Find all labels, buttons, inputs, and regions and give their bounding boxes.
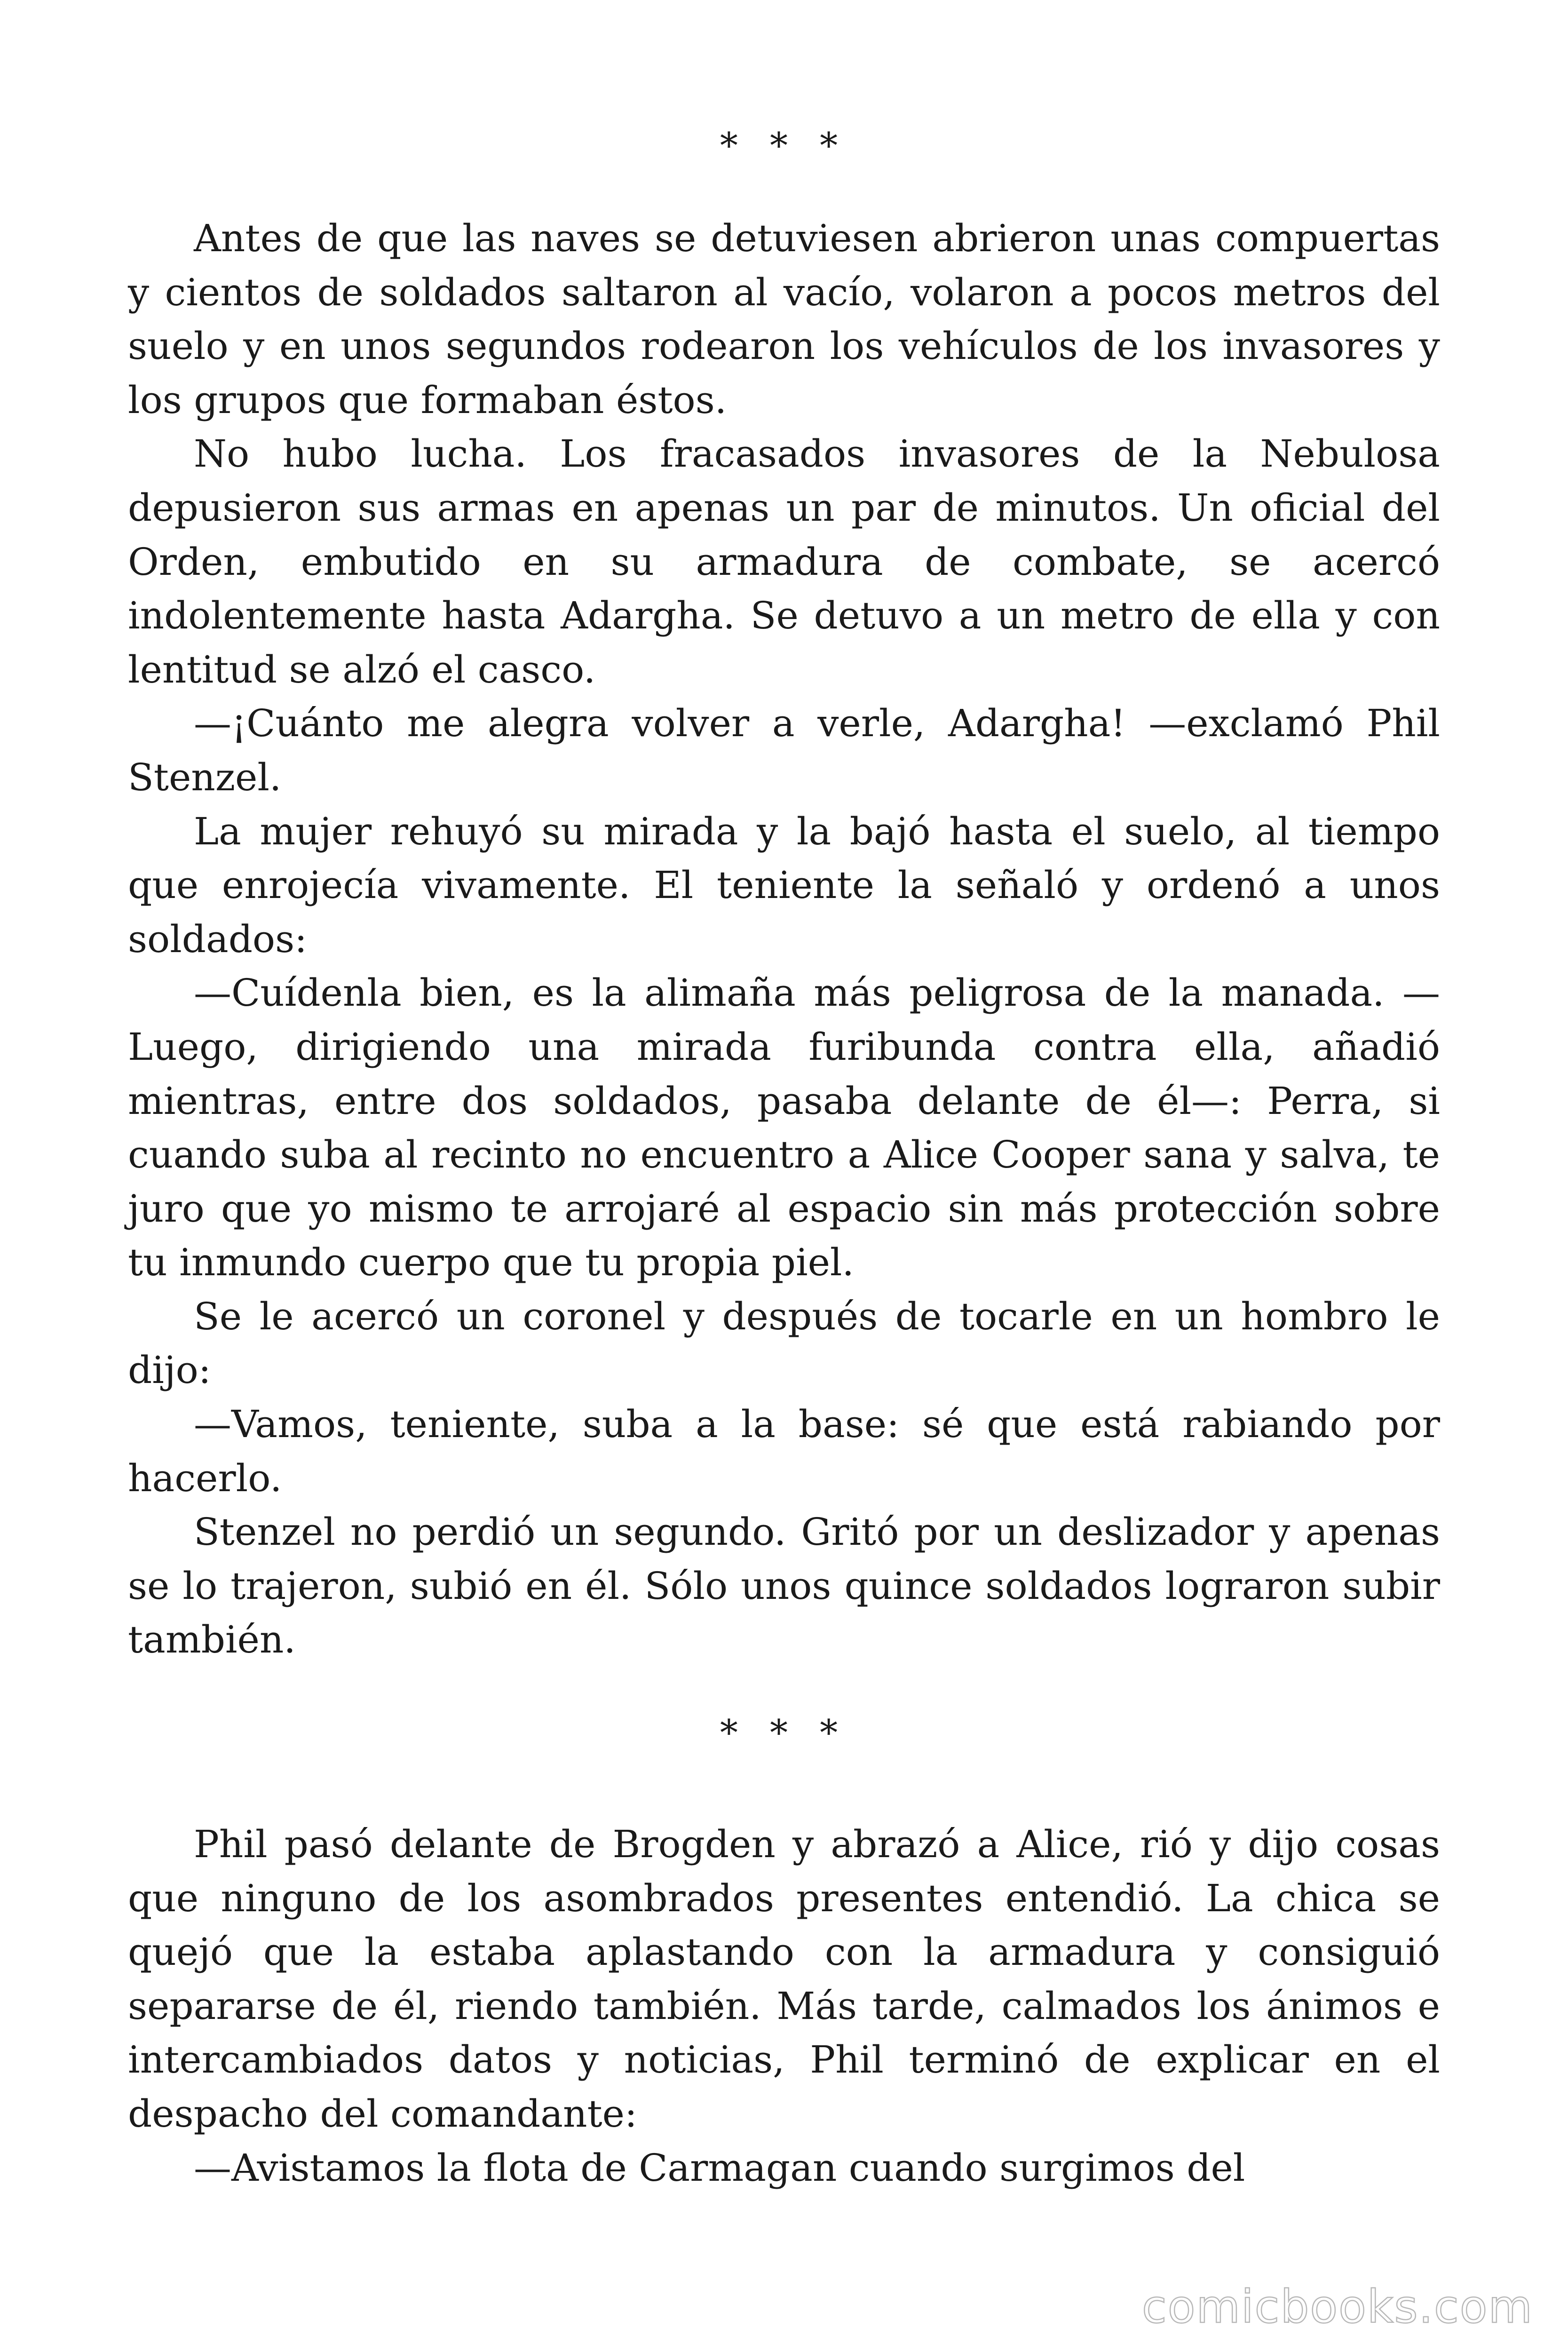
watermark: comicbooks.com — [1141, 2280, 1533, 2333]
paragraph: No hubo lucha. Los fracasados invasores de la Nebulosa depusieron sus armas en apenas un par de minutos. Un oficial del Orden, embutido en su armadura de combate, se acercó indolentemente hasta Adargha. Se detuvo a un metro de ella y con lentitud se alzó el casco. — [128, 432, 1440, 691]
paragraph: —Vamos, teniente, suba a la base: sé que está rabiando por hacerlo. — [128, 1402, 1440, 1500]
paragraph: Antes de que las naves se detuviesen abrieron unas compuertas y cientos de soldados saltaron al vacío, volaron a pocos metros del suelo y en unos segundos rodearon los vehículos de los invasores y los grupos que formaban éstos. — [128, 216, 1440, 422]
section-2 — [128, 1818, 1440, 2195]
section-1 — [128, 212, 1440, 1667]
page-content — [128, 127, 1440, 2195]
paragraph: La mujer rehuyó su mirada y la bajó hasta el suelo, al tiempo que enrojecía vivamente. El teniente la señaló y ordenó a unos soldados: — [128, 809, 1440, 961]
paragraph: Se le acercó un coronel y después de tocarle en un hombro le dijo: — [128, 1294, 1440, 1392]
paragraph: —Avistamos la flota de Carmagan cuando surgimos del — [194, 2145, 1245, 2190]
paragraph: —Cuídenla bien, es la alimaña más peligrosa de la manada. —Luego, dirigiendo una mirada furibunda contra ella, añadió mientras, entre dos soldados, pasaba delante de él—: Perra, si cuando suba al recinto no encuentro a Alice Cooper sana y salva, te juro que yo mismo te arrojaré al espacio sin más protección sobre tu inmundo cuerpo que tu propia piel. — [128, 971, 1440, 1285]
section-separator: * * * — [720, 125, 848, 167]
paragraph: Stenzel no perdió un segundo. Gritó por un deslizador y apenas se lo trajeron, subió en él. Sólo unos quince soldados lograron subir también. — [128, 1510, 1440, 1662]
section-separator: * * * — [720, 1712, 848, 1754]
paragraph: Phil pasó delante de Brogden y abrazó a Alice, rió y dijo cosas que ninguno de los asombrados presentes entendió. La chica se quejó que la estaba aplastando con la armadura y consiguió separarse de él, riendo también. Más tarde, calmados los ánimos e intercambiados datos y noticias, Phil terminó de explicar en el despacho del comandante: — [128, 1822, 1440, 2136]
paragraph: —¡Cuánto me alegra volver a verle, Adargha! —exclamó Phil Stenzel. — [128, 701, 1440, 799]
